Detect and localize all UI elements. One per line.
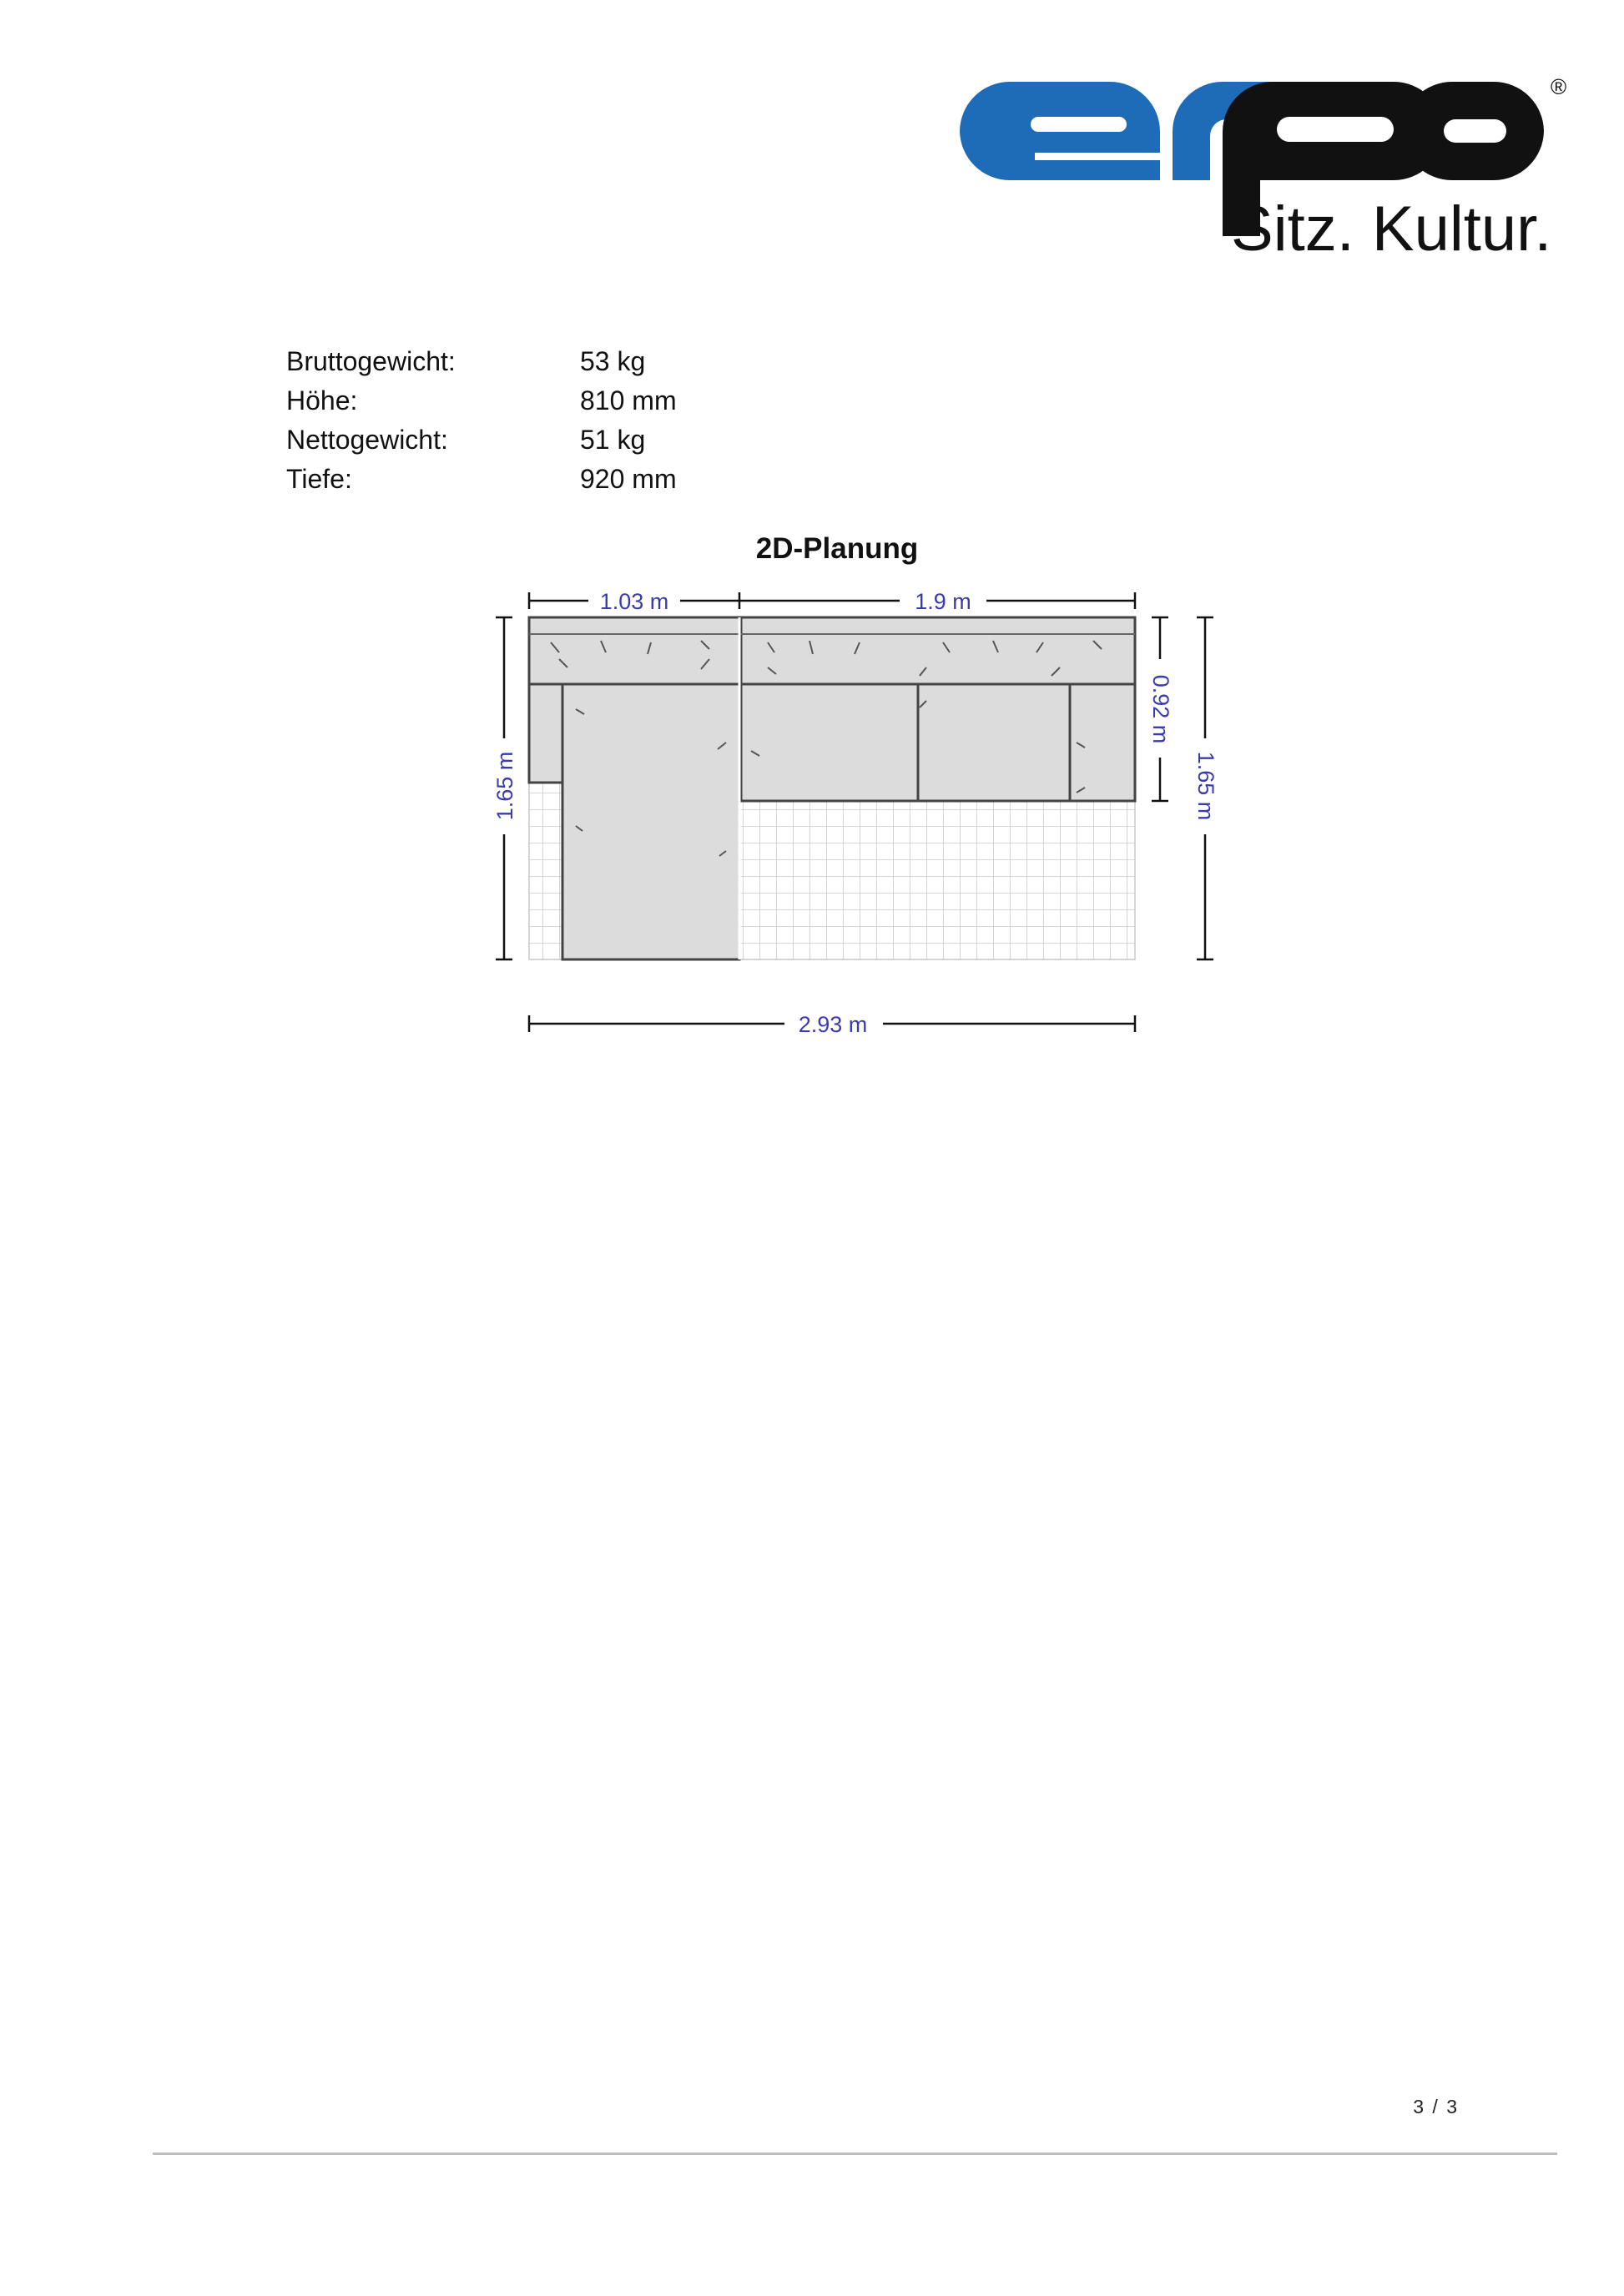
sofa-seat-middle — [741, 684, 918, 801]
sofa-seat-right — [918, 684, 1070, 801]
erpo-logo — [951, 73, 1569, 274]
erpo-logo-graphic — [951, 73, 1569, 274]
sofa-back-right — [741, 617, 1135, 684]
spec-row — [286, 381, 677, 420]
sofa-back-left — [529, 617, 739, 684]
floor-plan-drawing — [476, 576, 1227, 1051]
dimension-label-right-outer: 1.65 m — [1193, 751, 1218, 821]
dimension-label-top-right: 1.9 m — [915, 589, 971, 614]
spec-value-height: 810 mm — [580, 385, 677, 415]
spec-value-net-weight: 51 kg — [580, 425, 646, 455]
spec-label-gross-weight: Bruttogewicht: — [286, 346, 456, 376]
logo-registered-mark: ® — [1551, 74, 1567, 99]
spec-value-depth: 920 mm — [580, 464, 677, 494]
spec-label-net-weight: Nettogewicht: — [286, 425, 448, 455]
sofa-chaise — [562, 684, 739, 959]
spec-label-depth: Tiefe: — [286, 464, 352, 494]
spec-label-height: Höhe: — [286, 385, 358, 415]
spec-row — [286, 420, 677, 460]
dimension-label-left: 1.65 m — [492, 751, 517, 821]
logo-letter-e — [960, 82, 1160, 180]
spec-value-gross-weight: 53 kg — [580, 346, 646, 376]
footer-divider — [153, 2152, 1557, 2155]
page-indicator: 3 / 3 — [1413, 2096, 1459, 2117]
plan-title: 2D-Planung — [755, 532, 919, 565]
logo-letter-o — [1402, 82, 1544, 180]
sofa-right-armrest — [1070, 684, 1135, 801]
dimension-label-bottom: 2.93 m — [798, 1012, 868, 1037]
floor-plan — [476, 576, 1227, 1051]
dimension-label-right-inner: 0.92 m — [1148, 674, 1173, 744]
spec-table — [286, 342, 677, 499]
logo-tagline: Sitz. Kultur. — [1231, 194, 1552, 264]
dimension-label-top-left: 1.03 m — [599, 589, 669, 614]
spec-row — [286, 460, 677, 499]
spec-row — [286, 342, 677, 381]
